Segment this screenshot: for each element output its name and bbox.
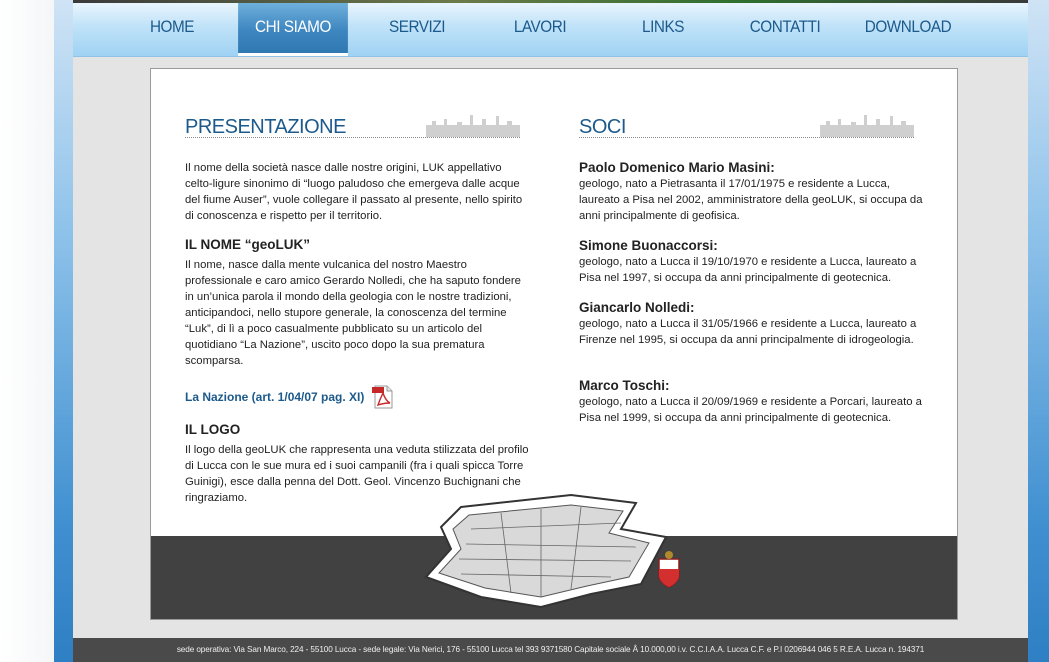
- pdf-icon[interactable]: [372, 385, 394, 409]
- presentation-heading: [185, 109, 520, 138]
- skyline-icon: [426, 111, 520, 137]
- coat-of-arms-icon: [659, 551, 679, 587]
- name-heading: IL NOME “geoLUK”: [185, 237, 311, 252]
- member-bio: geologo, nato a Lucca il 19/10/1970 e residente a Lucca, laureato a Pisa nel 1997, si occupa da anni principalmente di geotecnica.: [579, 256, 917, 284]
- skyline-icon: [820, 111, 914, 137]
- nav-contatti[interactable]: CONTATTI: [749, 17, 821, 36]
- city-map-icon: [421, 489, 701, 614]
- soci-column: [579, 109, 924, 426]
- member-nolledi: [579, 300, 924, 348]
- member-bio: geologo, nato a Lucca il 31/05/1966 e residente a Lucca, laureato a Firenze nel 1995, si occupa da anni principalmente di idrogeologia.: [579, 318, 917, 346]
- name-text: Il nome, nasce dalla mente vulcanica del nostro Maestro professionale e caro amico Gerardo Nolledi, che ha saputo fondere in un’unica parola il mondo della geologia con le nostre tradizioni, anticipandoci, nello stupore generale, la conoscenza del termine “Luk”, di lì a poco casualmente pubblicato su un articolo del quotidiano “La Nazione”, uscito poco dopo la sua prematura scomparsa.: [185, 259, 521, 367]
- member-name: Marco Toschi:: [579, 378, 670, 393]
- presentation-title: PRESENTAZIONE: [185, 116, 346, 138]
- member-name: Simone Buonaccorsi:: [579, 238, 718, 253]
- soci-title: SOCI: [579, 116, 626, 138]
- page-container: [73, 0, 1028, 662]
- logo-heading: IL LOGO: [185, 422, 241, 437]
- la-nazione-link-label[interactable]: La Nazione (art. 1/04/07 pag. XI): [185, 390, 365, 404]
- nav-home[interactable]: HOME: [149, 17, 195, 36]
- member-toschi: [579, 378, 924, 426]
- nav-chi-siamo[interactable]: CHI SIAMO: [238, 3, 348, 56]
- member-bio: geologo, nato a Pietrasanta il 17/01/1975 e residente a Lucca, laureato a Pisa nel 2002, amministratore della geoLUK, si occupa da anni principalmente di geofisica.: [579, 178, 923, 222]
- soci-heading: [579, 109, 914, 138]
- nav-servizi[interactable]: SERVIZI: [388, 17, 446, 36]
- logo-text: Il logo della geoLUK che rappresenta una veduta stilizzata del profilo di Lucca con le sue mura ed i suoi campanili (fra i quali spicca Torre Guinigi), esce dalla penna del Dott. Geol. Vincenzo Buchignani che ringraziamo.: [185, 444, 529, 504]
- page-footer: sede operativa: Via San Marco, 224 - 55100 Lucca - sede legale: Via Nerici, 176 - 55100 Lucca tel 393 9371580 Capitale sociale Â 10.000,00 i.v. C.C.I.A.A. Lucca C.F. e P.I 0206944 046 5 R.E.A. Lucca n. 194371: [73, 638, 1028, 662]
- member-name: Paolo Domenico Mario Masini:: [579, 160, 775, 175]
- la-nazione-link[interactable]: [185, 385, 530, 409]
- member-bio: geologo, nato a Lucca il 20/09/1969 e residente a Porcari, laureato a Pisa nel 1999, si occupa da anni principalmente di geotecnica.: [579, 396, 922, 424]
- main-nav: [73, 3, 1028, 57]
- member-buonaccorsi: [579, 238, 924, 286]
- nav-lavori[interactable]: LAVORI: [513, 17, 567, 36]
- member-masini: [579, 160, 924, 224]
- page-background-left: [0, 0, 54, 662]
- content-box: [150, 68, 958, 620]
- nav-download[interactable]: DOWNLOAD: [864, 17, 952, 36]
- presentation-column: [185, 109, 530, 506]
- nav-links[interactable]: LINKS: [642, 17, 684, 36]
- presentation-intro: Il nome della società nasce dalle nostre origini, LUK appellativo celto-ligure sinonimo di “luogo paludoso che emergeva dalle acque del fiume Auser”, vuole collegare il passato al presente, nello spirito di conoscenza e rispetto per il territorio.: [185, 162, 523, 222]
- member-name: Giancarlo Nolledi:: [579, 300, 695, 315]
